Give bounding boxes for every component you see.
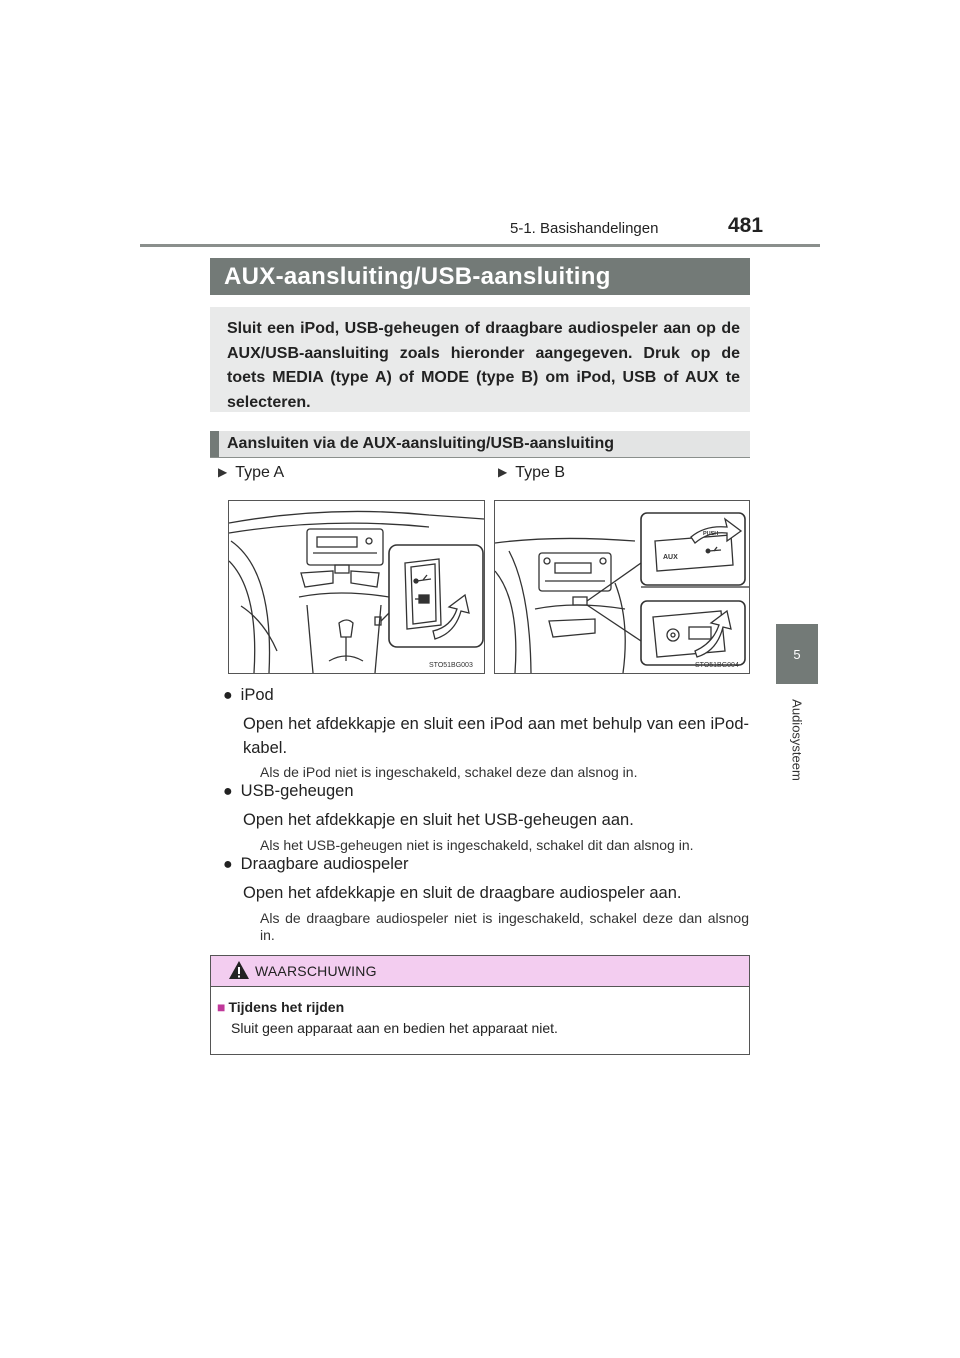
bullet-dot-icon: ● [223, 687, 233, 704]
list-item-title-text: Draagbare audiospeler [240, 855, 409, 873]
type-a-illustration [229, 501, 484, 673]
header-rule [140, 244, 820, 247]
warning-triangle-icon [228, 960, 250, 980]
page-number: 481 [728, 214, 764, 237]
warning-box [210, 955, 750, 1055]
warning-subhead [217, 999, 344, 1015]
chapter-side-label [776, 690, 818, 790]
figure-b-push-label: PUSH [703, 531, 719, 537]
chapter-tab: 5 [776, 624, 818, 684]
triangle-bullet-icon: ▶ [498, 465, 508, 479]
list-item-title [223, 855, 409, 874]
chapter-side-label-text: Audiosysteem [789, 699, 805, 781]
section-label: 5-1. Basishandelingen [510, 220, 659, 237]
type-b-label [498, 464, 565, 482]
subheader-rule [210, 457, 750, 458]
list-item-title-text: iPod [240, 686, 274, 704]
figure-type-b [494, 500, 750, 674]
type-a-label [218, 464, 284, 482]
type-a-label-text: Type A [235, 464, 285, 481]
warning-title: WAARSCHUWING [255, 963, 377, 979]
list-item-text: Open het afdekkapje en sluit de draagbare audiospeler aan. [243, 884, 682, 902]
figure-b-code: STO51BG004 [695, 662, 739, 669]
list-item-note: Als de draagbare audiospeler niet is ingeschakeld, schakel deze dan alsnog in. [260, 910, 749, 943]
list-item-title-text: USB-geheugen [240, 782, 354, 800]
list-item-title [223, 782, 354, 801]
figure-b-aux-label: AUX [663, 554, 678, 561]
type-b-illustration [495, 501, 749, 673]
subheader: Aansluiten via de AUX-aansluiting/USB-aansluiting [210, 431, 750, 457]
triangle-bullet-icon: ▶ [218, 465, 228, 479]
bullet-dot-icon: ● [223, 856, 233, 873]
figure-a-code: STO51BG003 [429, 662, 473, 669]
list-item-note: Als het USB-geheugen niet is ingeschakeld, schakel dit dan alsnog in. [260, 837, 694, 853]
list-item-text: Open het afdekkapje en sluit het USB-geheugen aan. [243, 811, 634, 829]
figure-type-a [228, 500, 485, 674]
warning-text: Sluit geen apparaat aan en bedien het apparaat niet. [231, 1020, 558, 1036]
page-title: AUX-aansluiting/USB-aansluiting [210, 258, 750, 295]
warning-subhead-text: Tijdens het rijden [228, 999, 345, 1015]
type-b-label-text: Type B [515, 464, 566, 481]
list-item-title [223, 686, 274, 705]
warning-header [211, 956, 749, 987]
list-item-note: Als de iPod niet is ingeschakeld, schakel deze dan alsnog in. [260, 764, 638, 780]
intro-box: Sluit een iPod, USB-geheugen of draagbare audiospeler aan op de AUX/USB-aansluiting zoals hieronder aangegeven. Druk op de toets MEDIA (type A) of MODE (type B) om iPod, USB of AUX te selecteren. [210, 307, 750, 412]
square-marker-icon: ■ [217, 999, 226, 1015]
list-item-text: Open het afdekkapje en sluit een iPod aan met behulp van een iPod-kabel. [243, 715, 749, 757]
bullet-dot-icon: ● [223, 783, 233, 800]
